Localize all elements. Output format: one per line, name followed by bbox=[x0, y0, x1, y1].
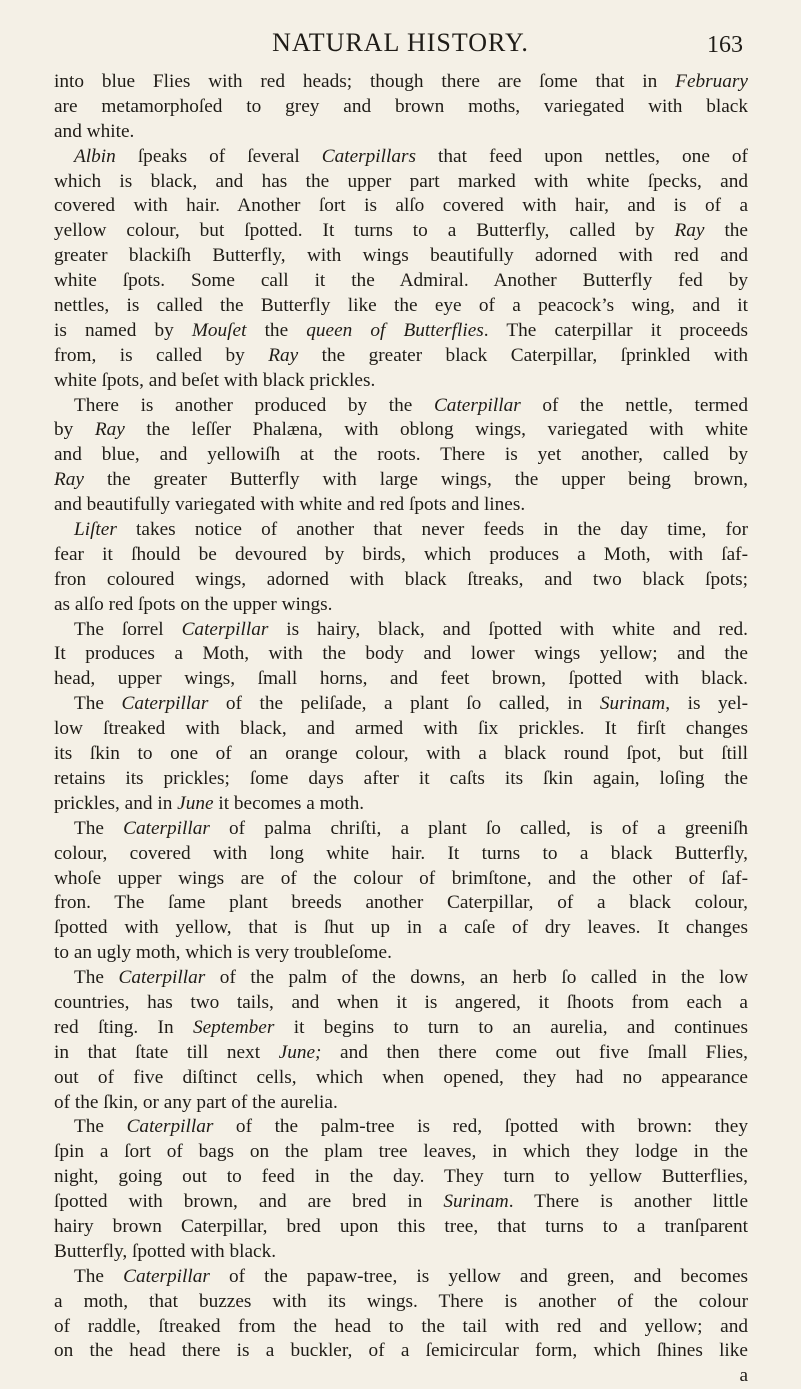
text-line: The Caterpillar of palma chriſti, a plant ſo called, is of a greeniſh bbox=[74, 817, 748, 839]
text-line: low ſtreaked with black, and armed with ſix prickles. It firſt changes bbox=[54, 718, 748, 740]
text-line: fron coloured wings, adorned with black ſtreaks, and two black ſpots; bbox=[54, 568, 748, 590]
text-line: head, upper wings, ſmall horns, and feet brown, ſpotted with black. bbox=[54, 668, 748, 690]
text-line: fron. The ſame plant breeds another Caterpillar, of a black colour, bbox=[54, 892, 748, 914]
text-line: of raddle, ſtreaked from the head to the tail with red and yellow; and bbox=[54, 1315, 748, 1337]
text-line: in that ſtate till next June; and then there come out five ſmall Flies, bbox=[54, 1041, 748, 1063]
text-line: by Ray the leſſer Phalæna, with oblong wings, variegated with white bbox=[54, 419, 748, 441]
text-line: It produces a Moth, with the body and lower wings yellow; and the bbox=[54, 643, 748, 665]
page-header bbox=[0, 12, 801, 60]
text-line: into blue Flies with red heads; though there are ſome that in February bbox=[54, 71, 748, 92]
page-number: 163 bbox=[707, 32, 743, 58]
text-line: countries, has two tails, and when it is angered, it ſhoots from each a bbox=[54, 991, 748, 1013]
text-line: white ſpots. Some call it the Admiral. Another Butterfly fed by bbox=[54, 270, 748, 292]
running-title: NATURAL HISTORY. bbox=[272, 28, 529, 57]
text-line: yellow colour, but ſpotted. It turns to a Butterfly, called by Ray the bbox=[54, 220, 748, 242]
text-line: covered with hair. Another ſort is alſo covered with hair, and is of a bbox=[54, 195, 748, 217]
text-line: white ſpots, and beſet with black prickles. bbox=[54, 369, 376, 391]
text-line: of the ſkin, or any part of the aurelia. bbox=[54, 1091, 338, 1113]
catchword: a bbox=[739, 1365, 748, 1387]
text-line: from, is called by Ray the greater black Caterpillar, ſprinkled with bbox=[54, 344, 748, 366]
text-line: The Caterpillar of the palm-tree is red, ſpotted with brown: they bbox=[74, 1116, 748, 1138]
text-line: The Caterpillar of the palm of the downs, an herb ſo called in the low bbox=[74, 967, 748, 989]
text-line: is named by Mouſet the queen of Butterflies. The caterpillar it proceeds bbox=[54, 319, 748, 341]
text-line: are metamorphoſed to grey and brown moths, variegated with black bbox=[54, 95, 748, 117]
text-line: Liſter takes notice of another that never feeds in the day time, for bbox=[74, 519, 748, 541]
text-line: greater blackiſh Butterfly, with wings beautifully adorned with red and bbox=[54, 245, 748, 267]
text-line: on the head there is a buckler, of a ſemicircular form, which ſhines like bbox=[54, 1340, 748, 1362]
text-line: nettles, is called the Butterfly like the eye of a peacock’s wing, and it bbox=[54, 295, 748, 317]
text-line: ſpotted with yellow, that is ſhut up in a caſe of dry leaves. It changes bbox=[54, 917, 748, 939]
text-line: colour, covered with long white hair. It turns to a black Butterfly, bbox=[54, 842, 748, 864]
text-line: The Caterpillar of the papaw-tree, is yellow and green, and becomes bbox=[74, 1265, 748, 1287]
text-line: a moth, that buzzes with its wings. There is another of the colour bbox=[54, 1290, 748, 1312]
text-line: retains its prickles; ſome days after it caſts its ſkin again, loſing the bbox=[54, 767, 748, 789]
text-line: which is black, and has the upper part marked with white ſpecks, and bbox=[54, 170, 748, 192]
text-line: The Caterpillar of the peliſade, a plant ſo called, in Surinam, is yel- bbox=[74, 693, 748, 715]
text-line: as alſo red ſpots on the upper wings. bbox=[54, 593, 333, 615]
text-line: The ſorrel Caterpillar is hairy, black, and ſpotted with white and red. bbox=[74, 618, 748, 640]
text-line: to an ugly moth, which is very troubleſome. bbox=[54, 942, 392, 964]
text-line: prickles, and in June it becomes a moth. bbox=[54, 792, 365, 814]
text-line: night, going out to feed in the day. They turn to yellow Butterflies, bbox=[54, 1166, 748, 1188]
text-line: Albin ſpeaks of ſeveral Caterpillars that feed upon nettles, one of bbox=[74, 145, 748, 167]
text-line: and white. bbox=[54, 120, 135, 142]
text-line: hairy brown Caterpillar, bred upon this tree, that turns to a tranſparent bbox=[54, 1215, 748, 1237]
text-line: ſpotted with brown, and are bred in Surinam. There is another little bbox=[54, 1191, 748, 1213]
text-line: Butterfly, ſpotted with black. bbox=[54, 1240, 277, 1262]
text-line: and blue, and yellowiſh at the roots. There is yet another, called by bbox=[54, 444, 748, 466]
body-text bbox=[54, 70, 748, 1389]
text-line: out of five diſtinct cells, which when opened, they had no appearance bbox=[54, 1066, 748, 1088]
text-line: its ſkin to one of an orange colour, with a black round ſpot, but ſtill bbox=[54, 743, 748, 765]
text-line: There is another produced by the Caterpillar of the nettle, termed bbox=[74, 394, 748, 416]
text-line: red ſting. In September it begins to turn to an aurelia, and continues bbox=[54, 1016, 748, 1038]
text-line: Ray the greater Butterfly with large wings, the upper being brown, bbox=[54, 469, 748, 491]
text-line: and beautifully variegated with white and red ſpots and lines. bbox=[54, 494, 526, 516]
text-line: whoſe upper wings are of the colour of brimſtone, and the other of ſaf- bbox=[54, 867, 748, 889]
text-line: fear it ſhould be devoured by birds, which produces a Moth, with ſaf- bbox=[54, 543, 748, 565]
text-line: ſpin a ſort of bags on the plam tree leaves, in which they lodge in the bbox=[54, 1141, 748, 1163]
